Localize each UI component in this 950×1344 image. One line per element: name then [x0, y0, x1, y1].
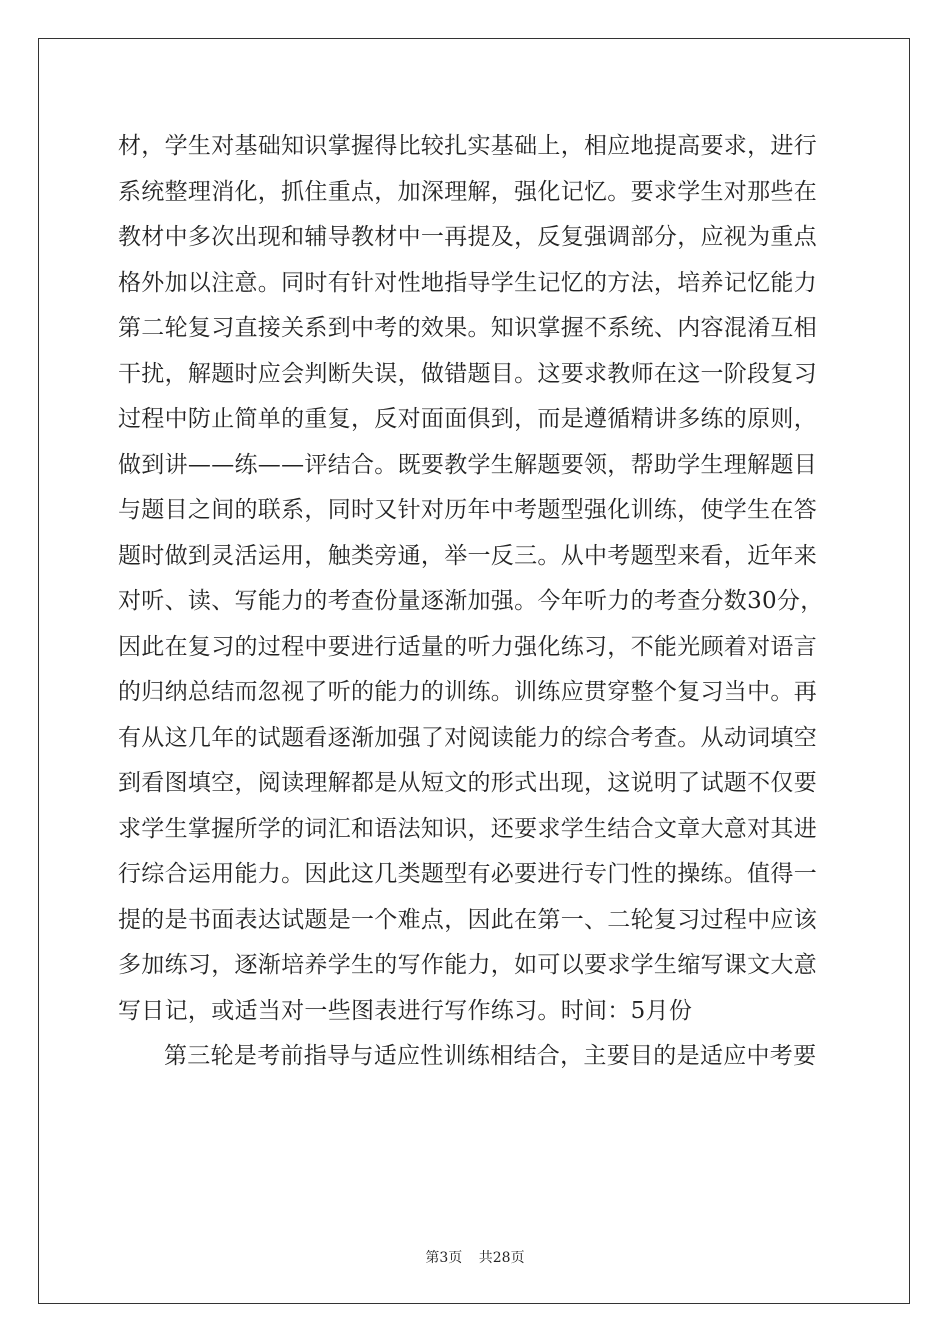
text-line: 多加练习，逐渐培养学生的写作能力，如可以要求学生缩写课文大意: [118, 952, 817, 978]
text-line: 过程中防止简单的重复，反对面面俱到，而是遵循精讲多练的原则，: [118, 406, 817, 432]
text-line: 求学生掌握所学的词汇和语法知识，还要求学生结合文章大意对其进: [118, 815, 817, 842]
document-body: [118, 124, 838, 1080]
text-line: 到看图填空，阅读理解都是从短文的形式出现，这说明了试题不仅要: [118, 770, 817, 796]
text-line: 做到讲——练——评结合。既要教学生解题要领，帮助学生理解题目: [118, 451, 817, 478]
text-line: 干扰，解题时应会判断失误，做错题目。这要求教师在这一阶段复习: [118, 360, 817, 387]
text-line: 系统整理消化，抓住重点，加深理解，强化记忆。要求学生对那些在: [118, 178, 817, 205]
text-line: 写日记，或适当对一些图表进行写作练习。时间：5月份: [118, 997, 693, 1024]
page-footer: [0, 1247, 950, 1267]
text-line: 题时做到灵活运用，触类旁通，举一反三。从中考题型来看，近年来: [118, 542, 817, 569]
text-line: 第二轮复习直接关系到中考的效果。知识掌握不系统、内容混淆互相: [118, 315, 817, 341]
text-line: 材，学生对基础知识掌握得比较扎实基础上，相应地提高要求，进行: [118, 133, 817, 159]
text-line: 因此在复习的过程中要进行适量的听力强化练习，不能光顾着对语言: [118, 633, 817, 660]
text-line: 对听、读、写能力的考查份量逐渐加强。今年听力的考查分数30分，: [118, 588, 824, 614]
text-line: 教材中多次出现和辅导教材中一再提及，反复强调部分，应视为重点: [118, 224, 817, 250]
total-pages: 共28页: [478, 1250, 525, 1266]
text-line: 行综合运用能力。因此这几类题型有必要进行专门性的操练。值得一: [118, 861, 817, 887]
page-number: 第3页: [425, 1250, 463, 1266]
text-line: 有从这几年的试题看逐渐加强了对阅读能力的综合考查。从动词填空: [118, 724, 817, 751]
paragraph-start-line: 第三轮是考前指导与适应性训练相结合，主要目的是适应中考要: [164, 1043, 817, 1069]
text-line: 的归纳总结而忽视了听的能力的训练。训练应贯穿整个复习当中。再: [118, 679, 817, 705]
text-line: 格外加以注意。同时有针对性地指导学生记忆的方法，培养记忆能力: [118, 269, 817, 296]
text-line: 提的是书面表达试题是一个难点，因此在第一、二轮复习过程中应该: [118, 906, 817, 933]
text-line: 与题目之间的联系，同时又针对历年中考题型强化训练，使学生在答: [118, 497, 817, 523]
